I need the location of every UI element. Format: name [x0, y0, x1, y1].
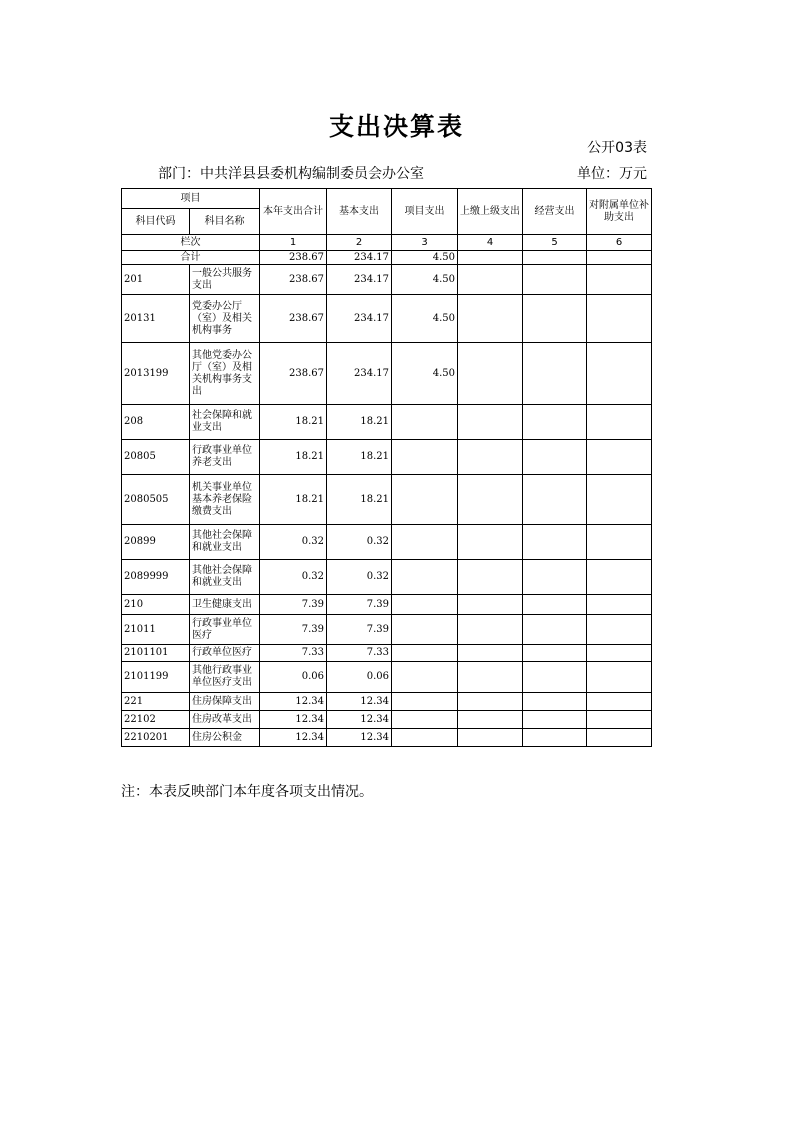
row-business	[523, 405, 587, 440]
row-name: 其他社会保障和就业支出	[190, 560, 260, 595]
total-subsidy	[587, 251, 652, 265]
row-total: 18.21	[260, 405, 327, 440]
row-upper	[458, 405, 523, 440]
row-total: 238.67	[260, 343, 327, 405]
total-total: 238.67	[260, 251, 327, 265]
table-row	[122, 265, 652, 295]
row-basic: 18.21	[327, 440, 392, 475]
row-code: 21011	[122, 615, 190, 645]
row-subsidy	[587, 693, 652, 711]
total-project: 4.50	[392, 251, 458, 265]
row-subsidy	[587, 295, 652, 343]
row-business	[523, 711, 587, 729]
row-upper	[458, 595, 523, 615]
table-row	[122, 440, 652, 475]
row-basic: 12.34	[327, 693, 392, 711]
row-basic: 0.32	[327, 525, 392, 560]
row-code: 221	[122, 693, 190, 711]
table-row	[122, 711, 652, 729]
col-index: 6	[587, 235, 652, 251]
row-subsidy	[587, 615, 652, 645]
row-upper	[458, 440, 523, 475]
row-total: 12.34	[260, 693, 327, 711]
col-index: 5	[523, 235, 587, 251]
row-code: 2210201	[122, 729, 190, 747]
row-basic: 234.17	[327, 265, 392, 295]
row-subsidy	[587, 595, 652, 615]
row-basic: 18.21	[327, 475, 392, 525]
row-upper	[458, 343, 523, 405]
row-upper	[458, 295, 523, 343]
row-project	[392, 525, 458, 560]
total-upper	[458, 251, 523, 265]
row-basic: 18.21	[327, 405, 392, 440]
row-code: 2101101	[122, 645, 190, 662]
row-business	[523, 662, 587, 693]
row-name: 卫生健康支出	[190, 595, 260, 615]
row-business	[523, 693, 587, 711]
row-total: 12.34	[260, 729, 327, 747]
row-upper	[458, 711, 523, 729]
department-label: 部门：中共洋县县委机构编制委员会办公室	[158, 166, 424, 182]
row-business	[523, 343, 587, 405]
row-name: 党委办公厅（室）及相关机构事务	[190, 295, 260, 343]
table-row	[122, 525, 652, 560]
row-business	[523, 440, 587, 475]
row-upper	[458, 475, 523, 525]
row-business	[523, 729, 587, 747]
row-project	[392, 662, 458, 693]
row-business	[523, 295, 587, 343]
row-total: 18.21	[260, 475, 327, 525]
row-project	[392, 645, 458, 662]
row-name: 其他党委办公厅（室）及相关机构事务支出	[190, 343, 260, 405]
row-name: 其他社会保障和就业支出	[190, 525, 260, 560]
unit-label: 单位：万元	[577, 166, 647, 182]
row-name: 行政事业单位医疗	[190, 615, 260, 645]
table-row	[122, 645, 652, 662]
total-business	[523, 251, 587, 265]
header-subsidy: 对附属单位补助支出	[587, 189, 652, 235]
row-subsidy	[587, 475, 652, 525]
page-title: 支出决算表	[328, 112, 464, 141]
row-code: 20899	[122, 525, 190, 560]
row-name: 住房公积金	[190, 729, 260, 747]
table-row	[122, 560, 652, 595]
row-project: 4.50	[392, 343, 458, 405]
table-row	[122, 595, 652, 615]
table-row	[122, 662, 652, 693]
row-subsidy	[587, 729, 652, 747]
row-total: 0.32	[260, 560, 327, 595]
header-total: 本年支出合计	[260, 189, 327, 235]
form-number: 公开03表	[587, 140, 647, 156]
row-code: 210	[122, 595, 190, 615]
row-subsidy	[587, 560, 652, 595]
row-total: 238.67	[260, 295, 327, 343]
row-name: 住房改革支出	[190, 711, 260, 729]
row-total: 18.21	[260, 440, 327, 475]
table-row	[122, 615, 652, 645]
header-project: 项目支出	[392, 189, 458, 235]
row-subsidy	[587, 405, 652, 440]
row-business	[523, 560, 587, 595]
total-label: 合计	[122, 251, 260, 265]
col-index: 4	[458, 235, 523, 251]
row-project: 4.50	[392, 295, 458, 343]
row-code: 208	[122, 405, 190, 440]
row-basic: 12.34	[327, 729, 392, 747]
row-subsidy	[587, 343, 652, 405]
row-name: 机关事业单位基本养老保险缴费支出	[190, 475, 260, 525]
row-project	[392, 729, 458, 747]
footnote: 注：本表反映部门本年度各项支出情况。	[121, 784, 373, 800]
row-total: 7.39	[260, 615, 327, 645]
row-upper	[458, 525, 523, 560]
row-name: 其他行政事业单位医疗支出	[190, 662, 260, 693]
row-project	[392, 475, 458, 525]
row-project	[392, 711, 458, 729]
row-basic: 0.32	[327, 560, 392, 595]
row-business	[523, 265, 587, 295]
row-code: 22102	[122, 711, 190, 729]
row-upper	[458, 645, 523, 662]
row-total: 12.34	[260, 711, 327, 729]
row-basic: 12.34	[327, 711, 392, 729]
row-code: 201	[122, 265, 190, 295]
row-name: 住房保障支出	[190, 693, 260, 711]
row-project	[392, 440, 458, 475]
row-basic: 7.39	[327, 595, 392, 615]
col-index-label: 栏次	[122, 235, 260, 251]
row-name: 行政单位医疗	[190, 645, 260, 662]
row-subsidy	[587, 711, 652, 729]
col-index: 2	[327, 235, 392, 251]
expenditure-table	[121, 188, 652, 747]
row-project	[392, 405, 458, 440]
row-upper	[458, 265, 523, 295]
row-total: 0.32	[260, 525, 327, 560]
row-code: 20131	[122, 295, 190, 343]
header-item: 项目	[122, 189, 260, 209]
row-basic: 234.17	[327, 343, 392, 405]
row-total: 7.39	[260, 595, 327, 615]
header-basic: 基本支出	[327, 189, 392, 235]
row-name: 一般公共服务支出	[190, 265, 260, 295]
row-business	[523, 615, 587, 645]
row-code: 2089999	[122, 560, 190, 595]
row-subsidy	[587, 645, 652, 662]
row-code: 2013199	[122, 343, 190, 405]
row-project	[392, 595, 458, 615]
row-upper	[458, 560, 523, 595]
header-business: 经营支出	[523, 189, 587, 235]
table-row	[122, 693, 652, 711]
table-row	[122, 475, 652, 525]
col-index: 3	[392, 235, 458, 251]
row-basic: 7.39	[327, 615, 392, 645]
row-subsidy	[587, 662, 652, 693]
row-total: 0.06	[260, 662, 327, 693]
header-upper: 上缴上级支出	[458, 189, 523, 235]
row-upper	[458, 729, 523, 747]
row-project	[392, 560, 458, 595]
row-total: 238.67	[260, 265, 327, 295]
row-business	[523, 475, 587, 525]
row-upper	[458, 615, 523, 645]
table-row	[122, 729, 652, 747]
row-basic: 7.33	[327, 645, 392, 662]
col-index: 1	[260, 235, 327, 251]
row-basic: 0.06	[327, 662, 392, 693]
row-code: 2101199	[122, 662, 190, 693]
row-code: 2080505	[122, 475, 190, 525]
total-basic: 234.17	[327, 251, 392, 265]
header-name: 科目名称	[190, 209, 260, 235]
row-project	[392, 693, 458, 711]
row-code: 20805	[122, 440, 190, 475]
table-row	[122, 295, 652, 343]
table-row	[122, 405, 652, 440]
row-subsidy	[587, 440, 652, 475]
row-upper	[458, 693, 523, 711]
row-business	[523, 525, 587, 560]
row-upper	[458, 662, 523, 693]
row-basic: 234.17	[327, 295, 392, 343]
table-row	[122, 343, 652, 405]
row-subsidy	[587, 525, 652, 560]
row-project	[392, 615, 458, 645]
row-name: 社会保障和就业支出	[190, 405, 260, 440]
row-subsidy	[587, 265, 652, 295]
row-business	[523, 645, 587, 662]
row-total: 7.33	[260, 645, 327, 662]
row-name: 行政事业单位养老支出	[190, 440, 260, 475]
row-project: 4.50	[392, 265, 458, 295]
row-business	[523, 595, 587, 615]
header-code: 科目代码	[122, 209, 190, 235]
